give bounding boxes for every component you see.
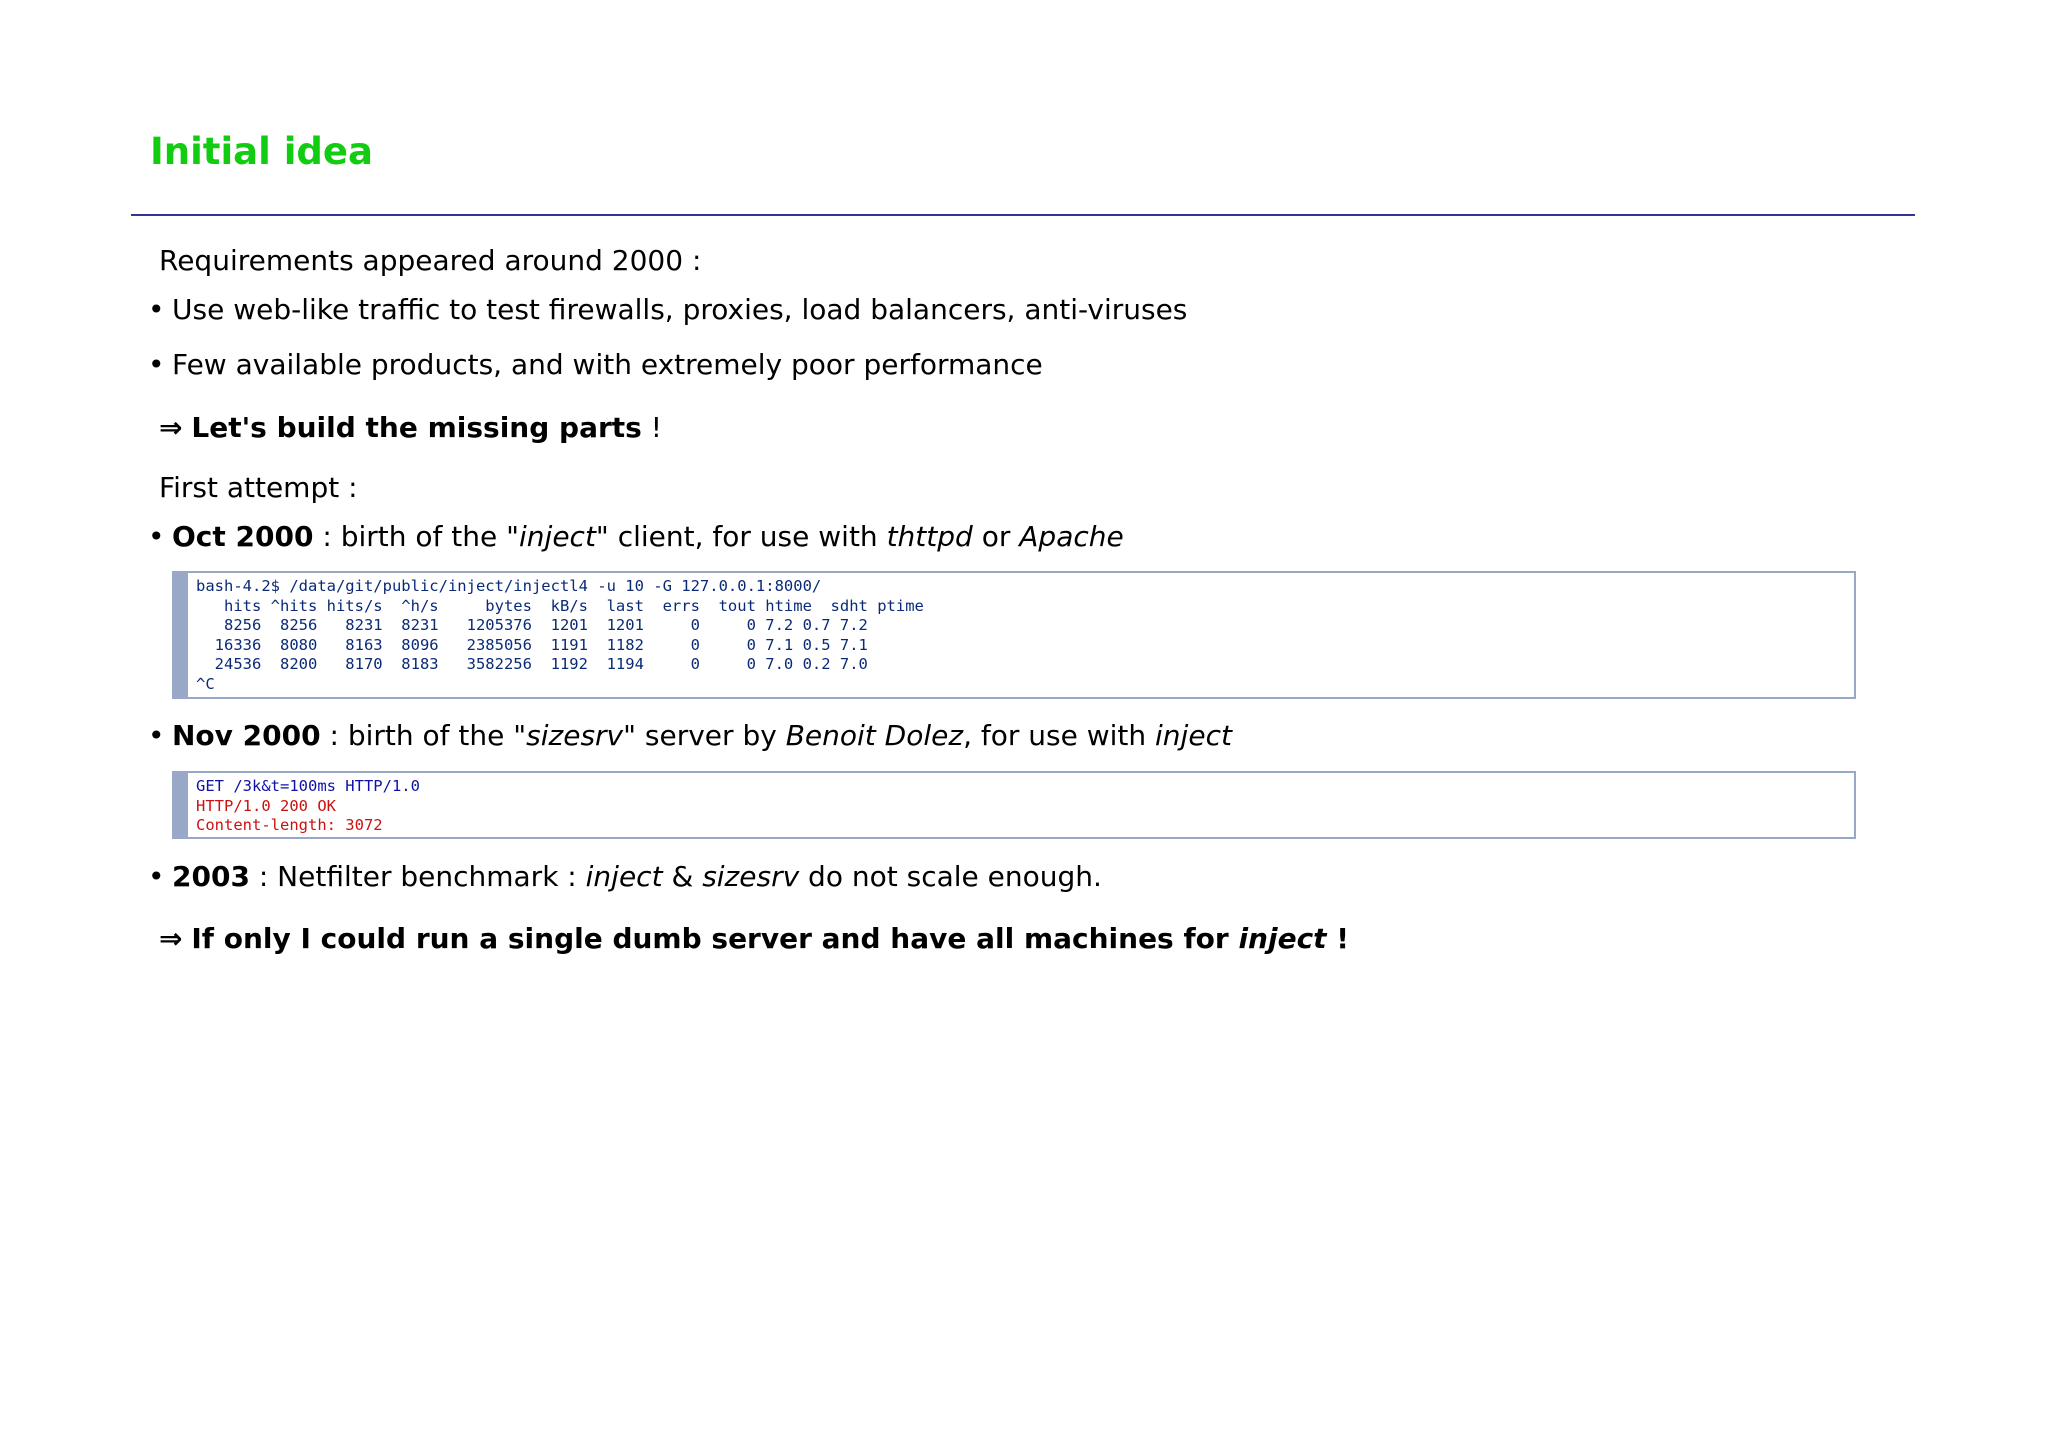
history-text: or [972,520,1020,553]
inject-terminal-output [172,571,1856,699]
history-text-italic: inject [519,520,596,553]
bullet-icon: • [148,860,165,893]
http-request-line: GET /3k&t=100ms HTTP/1.0 [196,777,420,795]
history-text-italic: thttpd [886,520,973,553]
history-text: : Netfilter benchmark : [249,860,586,893]
history-date: 2003 [172,860,250,893]
history-text: do not scale enough. [799,860,1102,893]
conclusion-build [159,411,662,445]
terminal-line: hits ^hits hits/s ^h/s bytes kB/s last errs tout htime sdht ptime [196,596,924,615]
history-text: : birth of the " [313,520,520,553]
bullet-icon: • [148,293,165,326]
history-item-oct-2000 [148,520,1124,554]
sizesrv-terminal-output [172,771,1856,839]
history-text: , for use with [963,719,1156,752]
history-item-nov-2000 [148,719,1232,753]
conclusion-bold-end: ! [1326,922,1350,955]
bullet-item [148,348,1043,382]
http-response-line: HTTP/1.0 200 OK [196,796,336,815]
terminal-line: bash-4.2$ /data/git/public/inject/injectl4 -u 10 -G 127.0.0.1:8000/ [196,577,822,595]
bullet-text: Use web-like traffic to test firewalls, proxies, load balancers, anti-viruses [172,293,1188,326]
terminal-line: 8256 8256 8231 8231 1205376 1201 1201 0 0 7.2 0.7 7.2 [196,616,868,635]
conclusion-dumb-server [159,922,1349,956]
conclusion-rest: ! [641,411,662,444]
terminal-line: 24536 8200 8170 8183 3582256 1192 1194 0 0 7.0 0.2 7.0 [196,655,868,674]
conclusion-bold: Let's build the missing parts [191,411,642,444]
history-text-italic: Benoit Dolez [785,719,964,752]
conclusion-bold: If only I could run a single dumb server and have all machines for [191,922,1239,955]
first-attempt-label: First attempt : [159,471,358,504]
terminal-line: 16336 8080 8163 8096 2385056 1191 1182 0 0 7.1 0.5 7.1 [196,635,868,654]
arrow-icon: ⇒ [159,411,183,444]
intro-text: Requirements appeared around 2000 : [159,244,702,277]
history-text-italic: inject [585,860,663,893]
history-date: Nov 2000 [172,719,321,752]
history-text: & [662,860,703,893]
conclusion-bold-italic: inject [1238,922,1327,955]
history-text-italic: inject [1155,719,1232,752]
history-date: Oct 2000 [172,520,314,553]
history-text-italic: sizesrv [526,719,624,752]
history-text: : birth of the " [320,719,527,752]
history-text-italic: Apache [1019,520,1124,553]
bullet-icon: • [148,520,165,553]
bullet-text: Few available products, and with extremely poor performance [172,348,1043,381]
http-response-line: Content-length: 3072 [196,816,383,835]
history-item-2003 [148,860,1102,894]
slide-title: Initial idea [150,130,373,173]
bullet-item [148,293,1187,327]
bullet-icon: • [148,719,165,752]
bullet-icon: • [148,348,165,381]
history-text: " server by [623,719,786,752]
arrow-icon: ⇒ [159,922,183,955]
history-text: " client, for use with [595,520,887,553]
terminal-line: ^C [196,674,215,693]
history-text-italic: sizesrv [702,860,800,893]
title-divider [131,214,1915,216]
